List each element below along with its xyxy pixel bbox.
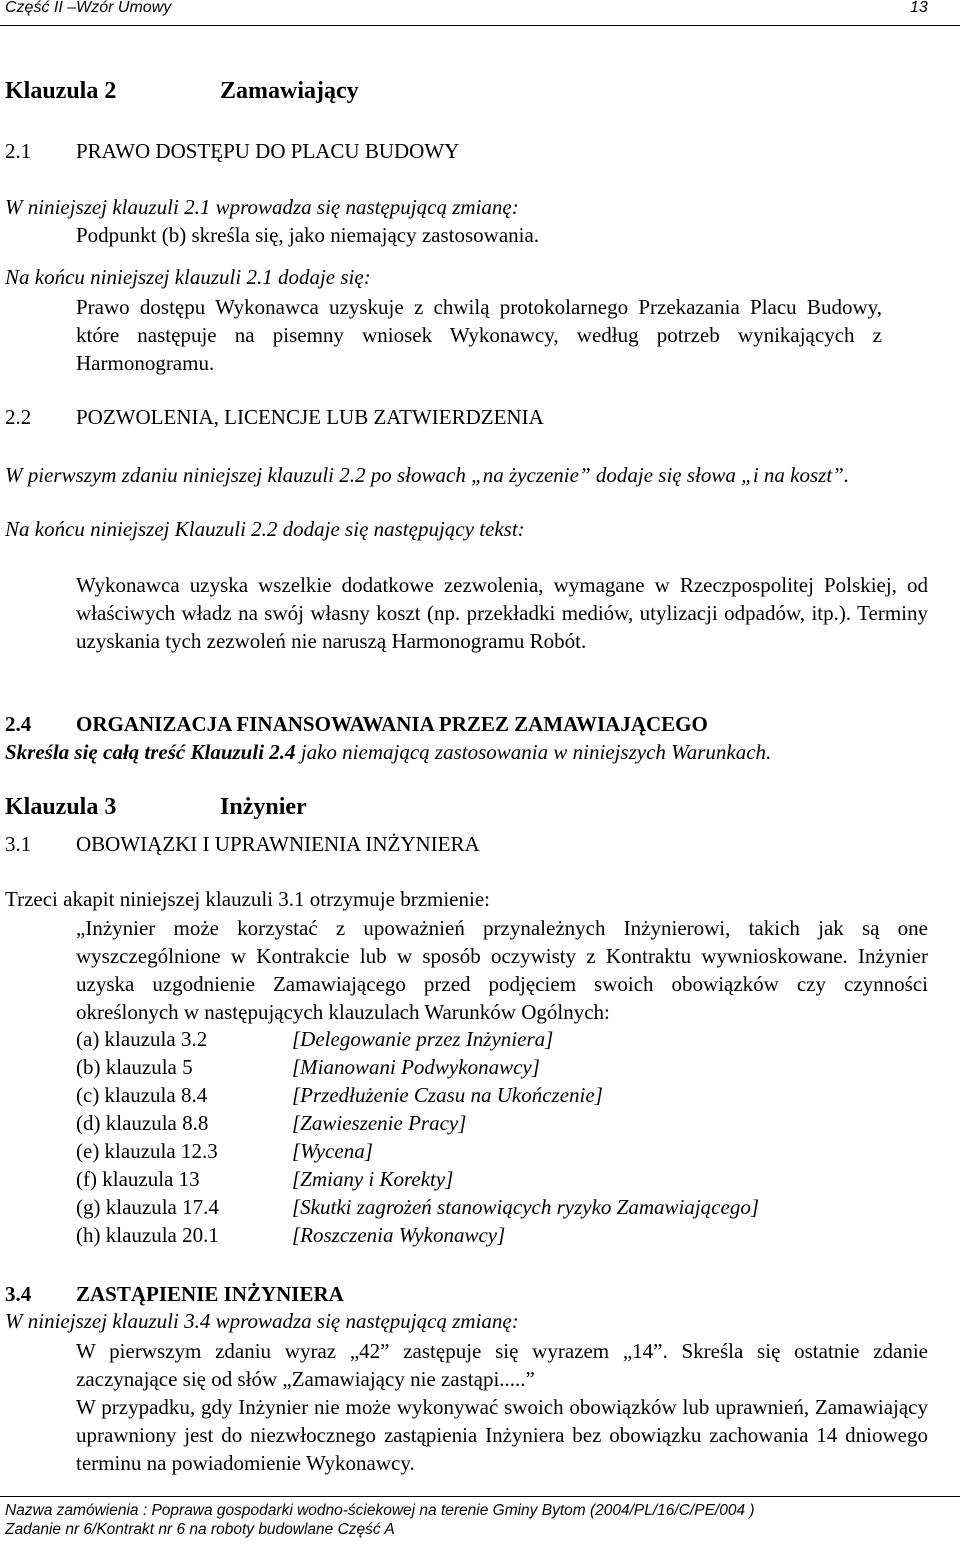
section-2-1-change: Podpunkt (b) skreśla się, jako niemający zastosowania. — [76, 223, 540, 247]
section-2-1-title: PRAWO DOSTĘPU DO PLACU BUDOWY — [76, 139, 460, 163]
section-2-2-title: POZWOLENIA, LICENCJE LUB ZATWIERDZENIA — [76, 405, 544, 429]
footer-line-1: Nazwa zamówienia : Poprawa gospodarki wodno-ściekowej na terenie Gminy Bytom (2004/PL/16/C/PE/004 ) — [5, 1502, 755, 1519]
section-3-1-paragraph: „Inżynier może korzystać z upoważnień przynależnych Inżynierowi, takich jak są one wyszczególnione w Kontrakcie lub w sposób oczywisty z Kontraktu wywnioskowane. Inżynier uzyska uzgodnienie Zamawiającego przed podjęciem swoich obowiązków czy czynności określonych w następujących klauzulach Warunków Ogólnych: — [76, 916, 928, 1024]
clause-3-title: Inżynier — [220, 794, 307, 820]
clause-2-title: Zamawiający — [220, 78, 359, 104]
list-item-desc: [Zmiany i Korekty] — [292, 1167, 454, 1191]
footer-rule — [0, 1496, 960, 1497]
section-3-4-paragraph-2: W przypadku, gdy Inżynier nie może wykonywać swoich obowiązków lub uprawnień, Zamawiający uprawniony jest do niezwłocznego zastąpienia Inżyniera bez obowiązku zachowania 14 dniowego terminu na powiadomienie Wykonawcy. — [76, 1395, 928, 1475]
list-item-desc: [Przedłużenie Czasu na Ukończenie] — [292, 1083, 603, 1107]
section-3-4-paragraph-1: W pierwszym zdaniu wyraz „42” zastępuje się wyrazem „14”. Skreśla się ostatnie zdanie zaczynające się od słów „Zamawiający nie zastąpi.....” — [76, 1339, 928, 1391]
clause-2-number: Klauzula 2 — [5, 78, 117, 104]
section-2-2-added-text: Wykonawca uzyska wszelkie dodatkowe zezwolenia, wymagane w Rzeczpospolitej Polskiej, od właściwych władz na swój własny koszt (np. przekładki mediów, utylizacji odpadów, itp.). Terminy uzyskania tych zezwoleń nie naruszą Harmonogramu Robót. — [76, 573, 928, 653]
list-item-desc: [Wycena] — [292, 1139, 373, 1163]
footer-line-2: Zadanie nr 6/Kontrakt nr 6 na roboty budowlane Część A — [5, 1521, 395, 1538]
section-3-1-number: 3.1 — [5, 832, 32, 856]
list-item-desc: [Roszczenia Wykonawcy] — [292, 1223, 506, 1247]
header-title: Część II –Wzór Umowy — [5, 0, 172, 16]
section-3-4-title: ZASTĄPIENIE INŻYNIERA — [76, 1282, 344, 1306]
list-item-ref: (e) klauzula 12.3 — [76, 1139, 218, 1163]
section-2-4-title: ORGANIZACJA FINANSOWAWANIA PRZEZ ZAMAWIAJĄCEGO — [76, 712, 708, 736]
section-2-4-text — [5, 740, 771, 764]
section-3-1-title: OBOWIĄZKI I UPRAWNIENIA INŻYNIERA — [76, 832, 480, 856]
list-item-desc: [Delegowanie przez Inżyniera] — [292, 1027, 554, 1051]
list-item-ref: (d) klauzula 8.8 — [76, 1111, 209, 1135]
clause-3-number: Klauzula 3 — [5, 794, 117, 820]
section-2-4-rest: jako niemającą zastosowania w niniejszych Warunkach. — [300, 740, 772, 764]
header-rule — [0, 25, 960, 26]
section-3-4-intro: W niniejszej klauzuli 3.4 wprowadza się następującą zmianę: — [5, 1309, 519, 1333]
section-2-1-added-text: Prawo dostępu Wykonawca uzyskuje z chwilą protokolarnego Przekazania Placu Budowy, które następuje na pisemny wniosek Wykonawcy, według potrzeb wynikających z Harmonogramu. — [76, 295, 882, 375]
section-2-2-number: 2.2 — [5, 405, 32, 429]
list-item-desc: [Mianowani Podwykonawcy] — [292, 1055, 540, 1079]
section-2-4-number: 2.4 — [5, 712, 32, 736]
page-number: 13 — [910, 0, 928, 16]
list-item-ref: (a) klauzula 3.2 — [76, 1027, 208, 1051]
section-2-4-bold: Skreśla się całą treść Klauzuli 2.4 — [5, 740, 296, 764]
section-3-1-intro: Trzeci akapit niniejszej klauzuli 3.1 otrzymuje brzmienie: — [5, 887, 490, 911]
section-2-1-intro2: Na końcu niniejszej klauzuli 2.1 dodaje się: — [5, 265, 371, 289]
list-item-ref: (b) klauzula 5 — [76, 1055, 193, 1079]
list-item-ref: (c) klauzula 8.4 — [76, 1083, 208, 1107]
section-2-1-intro: W niniejszej klauzuli 2.1 wprowadza się następującą zmianę: — [5, 195, 519, 219]
section-2-2-intro: W pierwszym zdaniu niniejszej klauzuli 2.2 po słowach „na życzenie” dodaje się słowa „i na koszt”. — [5, 463, 850, 487]
list-item-desc: [Zawieszenie Pracy] — [292, 1111, 467, 1135]
section-3-4-number: 3.4 — [5, 1282, 32, 1306]
list-item-ref: (g) klauzula 17.4 — [76, 1195, 219, 1219]
list-item-ref: (f) klauzula 13 — [76, 1167, 200, 1191]
list-item-ref: (h) klauzula 20.1 — [76, 1223, 219, 1247]
section-2-2-intro2: Na końcu niniejszej Klauzuli 2.2 dodaje się następujący tekst: — [5, 517, 525, 541]
section-2-1-number: 2.1 — [5, 139, 32, 163]
list-item-desc: [Skutki zagrożeń stanowiących ryzyko Zamawiającego] — [292, 1195, 759, 1219]
